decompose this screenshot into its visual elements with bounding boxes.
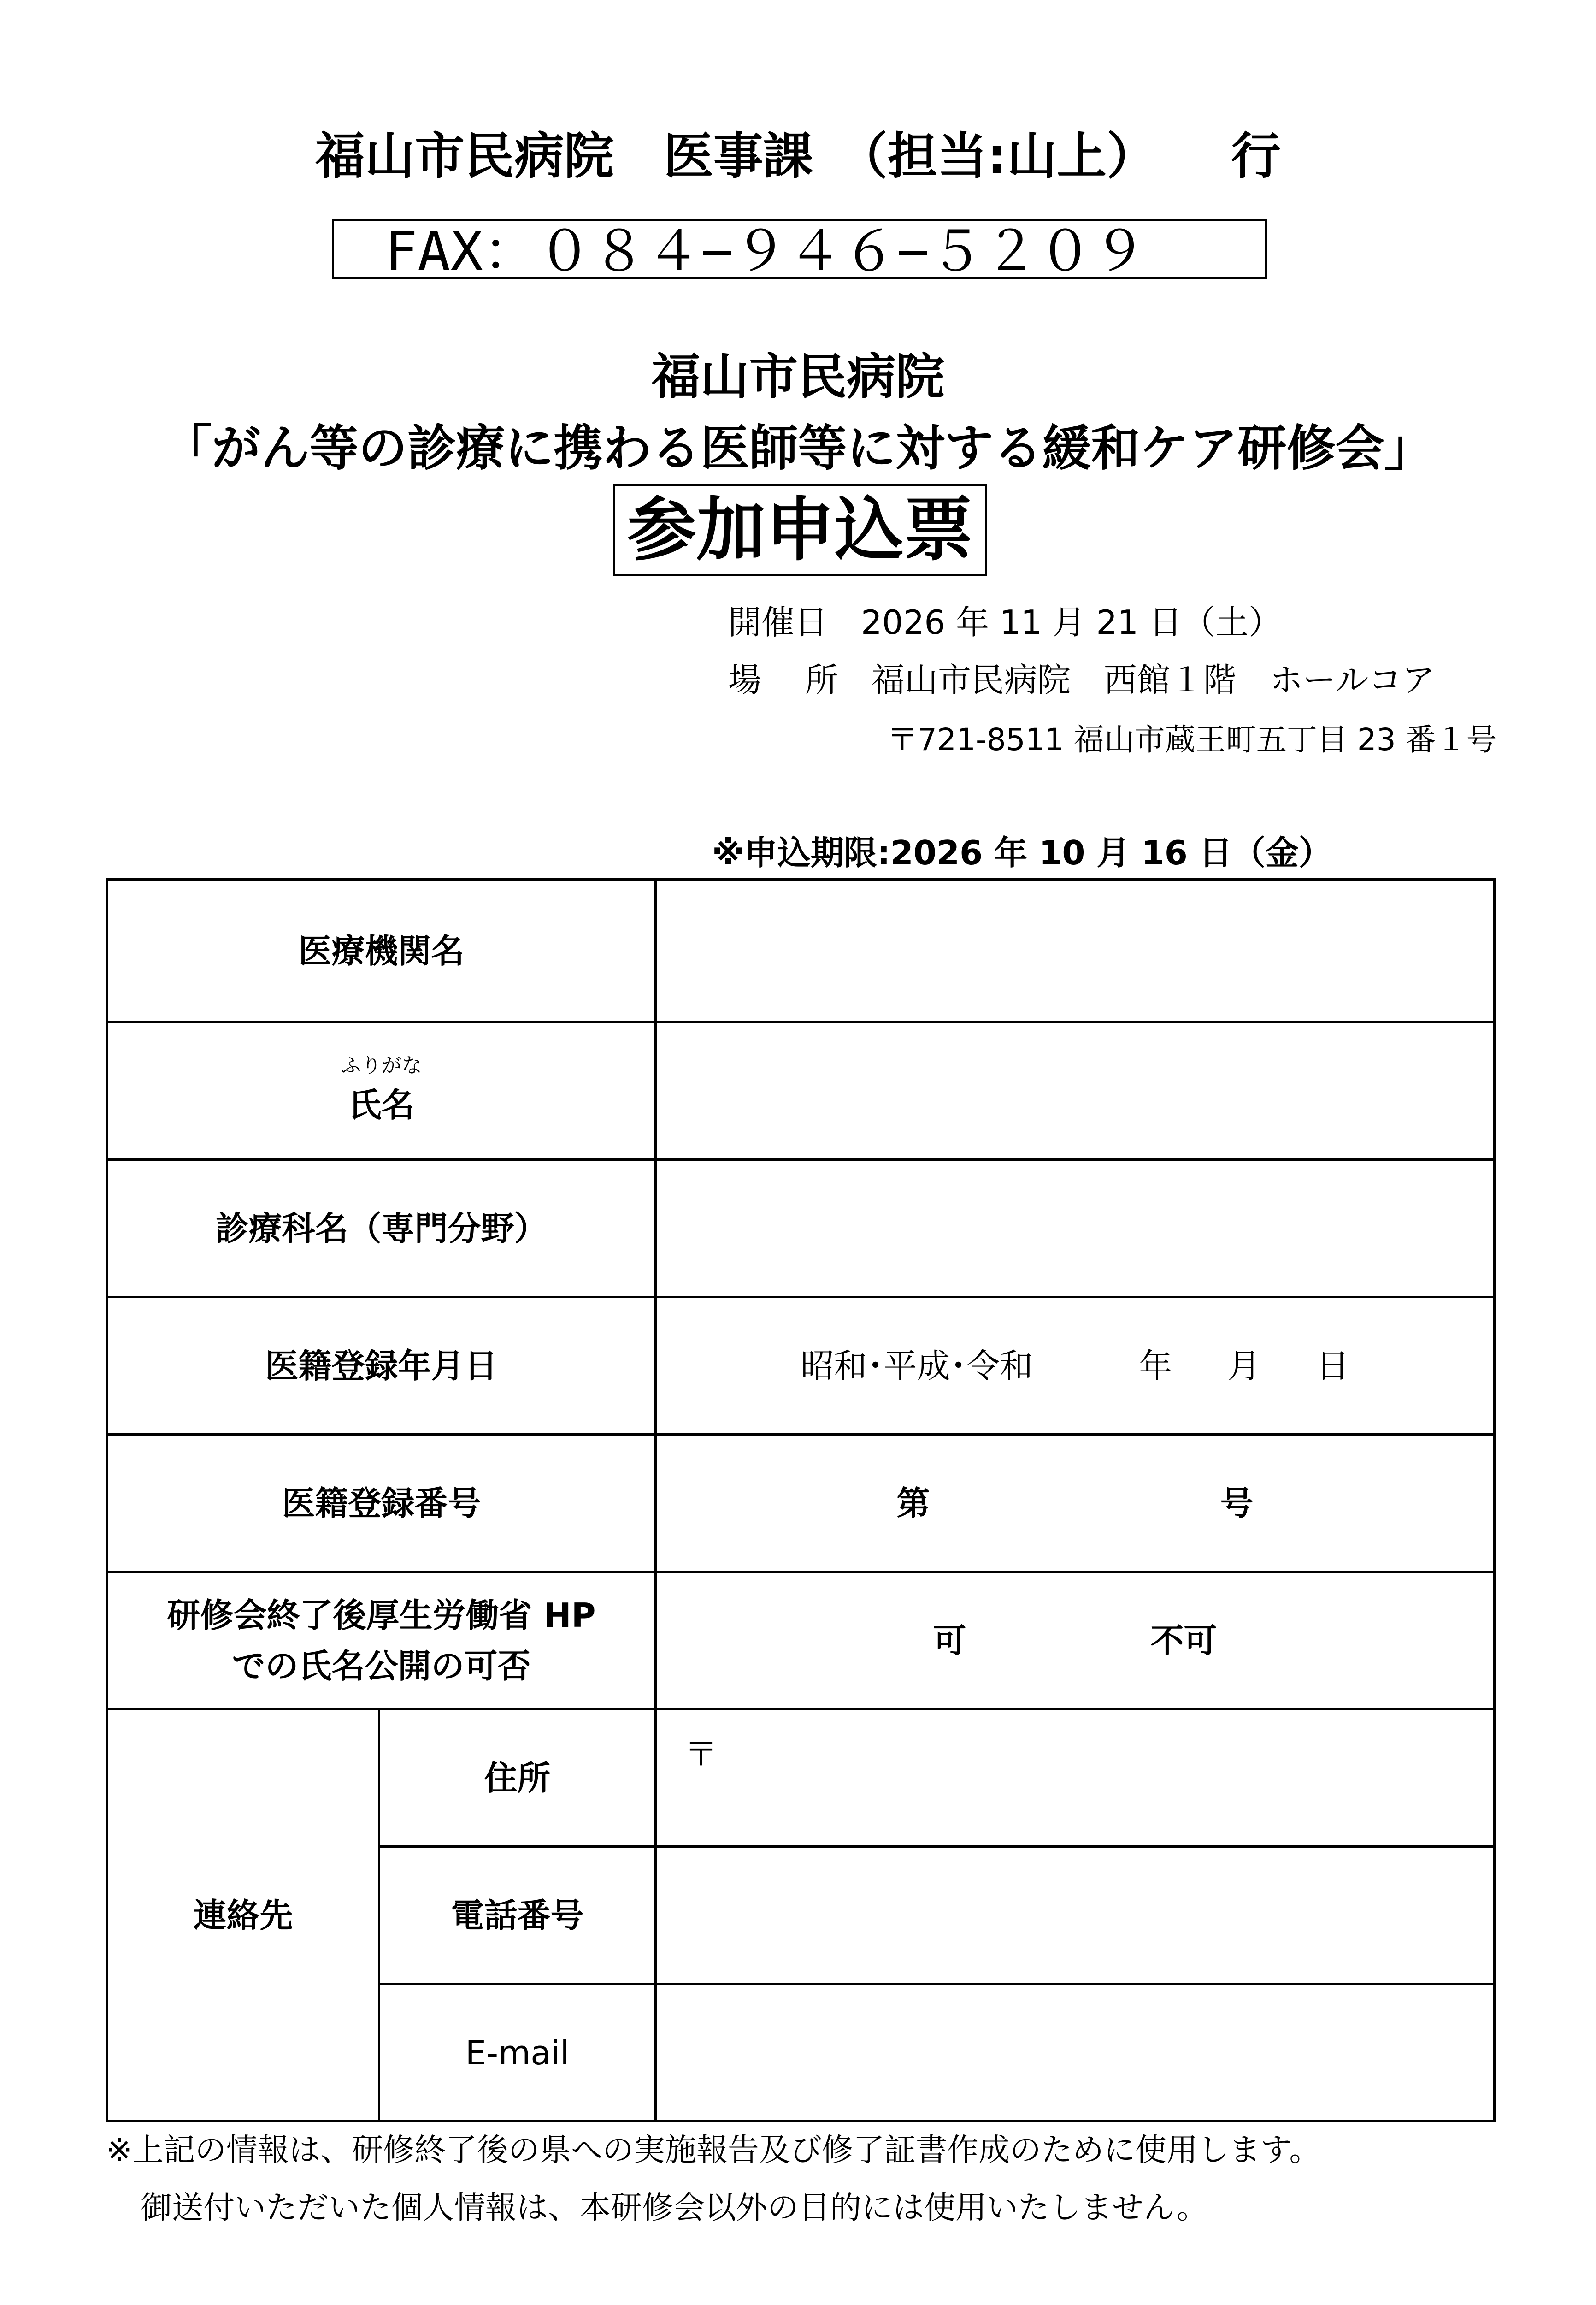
table-row <box>107 1709 1495 1847</box>
recipient-line: 福山市民病院 医事課 （担当:山上） 行 <box>315 128 1281 185</box>
email-input[interactable] <box>656 1984 1495 2122</box>
table-row <box>107 880 1495 1022</box>
note-usage: ※上記の情報は、研修終了後の県への実施報告及び修了証書作成のために使用します。 <box>106 2132 1321 2169</box>
contact-label: 連絡先 <box>107 1709 379 2122</box>
event-place: 場 所 福山市民病院 西館１階 ホールコア <box>728 661 1435 699</box>
table-row <box>107 1022 1495 1160</box>
publication-consent-line1: 研修会終了後厚生労働省 HP <box>167 1596 596 1635</box>
publication-consent-options <box>656 1572 1495 1709</box>
application-deadline: ※申込期限:2026 年 10 月 16 日（金） <box>712 833 1332 872</box>
note-privacy: 御送付いただいた個人情報は、本研修会以外の目的には使用いたしません。 <box>141 2190 1208 2226</box>
email-label: E-mail <box>379 1984 656 2122</box>
event-date: 開催日 2026 年 11 月 21 日（土） <box>728 603 1282 642</box>
institution-input[interactable] <box>656 880 1495 1022</box>
institution-label: 医療機関名 <box>107 880 656 1022</box>
address-input[interactable] <box>656 1709 1495 1847</box>
department-input[interactable] <box>656 1160 1495 1297</box>
application-form-table <box>106 878 1496 2122</box>
table-row <box>107 1435 1495 1572</box>
course-title: 「がん等の診療に携わる医師等に対する緩和ケア研修会」 <box>163 420 1433 477</box>
department-label: 診療科名（専門分野） <box>107 1160 656 1297</box>
registration-date-label: 医籍登録年月日 <box>107 1297 656 1435</box>
allow-option[interactable]: 可 <box>933 1621 966 1660</box>
publication-consent-label <box>107 1572 656 1709</box>
disallow-option[interactable]: 不可 <box>1150 1621 1217 1660</box>
number-suffix: 号 <box>1220 1483 1254 1523</box>
hospital-name: 福山市民病院 <box>651 349 945 405</box>
address-label: 住所 <box>379 1709 656 1847</box>
number-prefix: 第 <box>896 1483 930 1523</box>
name-label: 氏名 <box>348 1085 415 1124</box>
postal-mark: 〒 <box>684 1735 718 1773</box>
registration-number-input[interactable] <box>656 1435 1495 1572</box>
month-label: 月 <box>1227 1346 1261 1385</box>
era-options: 昭和･平成･令和 <box>801 1346 1033 1385</box>
phone-label: 電話番号 <box>379 1847 656 1984</box>
registration-number-label: 医籍登録番号 <box>107 1435 656 1572</box>
phone-input[interactable] <box>656 1847 1495 1984</box>
day-label: 日 <box>1316 1346 1349 1385</box>
year-label: 年 <box>1139 1346 1172 1385</box>
event-postal-address: 〒721-8511 福山市蔵王町五丁目 23 番１号 <box>887 722 1497 757</box>
registration-date-input[interactable] <box>656 1297 1495 1435</box>
table-row <box>107 1572 1495 1709</box>
furigana-label: ふりがな <box>341 1053 422 1077</box>
name-input[interactable] <box>656 1022 1495 1160</box>
fax-number: FAX：０８４−９４６−５２０９ <box>332 219 1267 279</box>
name-label-cell <box>107 1022 656 1160</box>
publication-consent-line2: での氏名公開の可否 <box>232 1646 531 1685</box>
form-title: 参加申込票 <box>613 484 987 576</box>
table-row <box>107 1160 1495 1297</box>
table-row <box>107 1297 1495 1435</box>
